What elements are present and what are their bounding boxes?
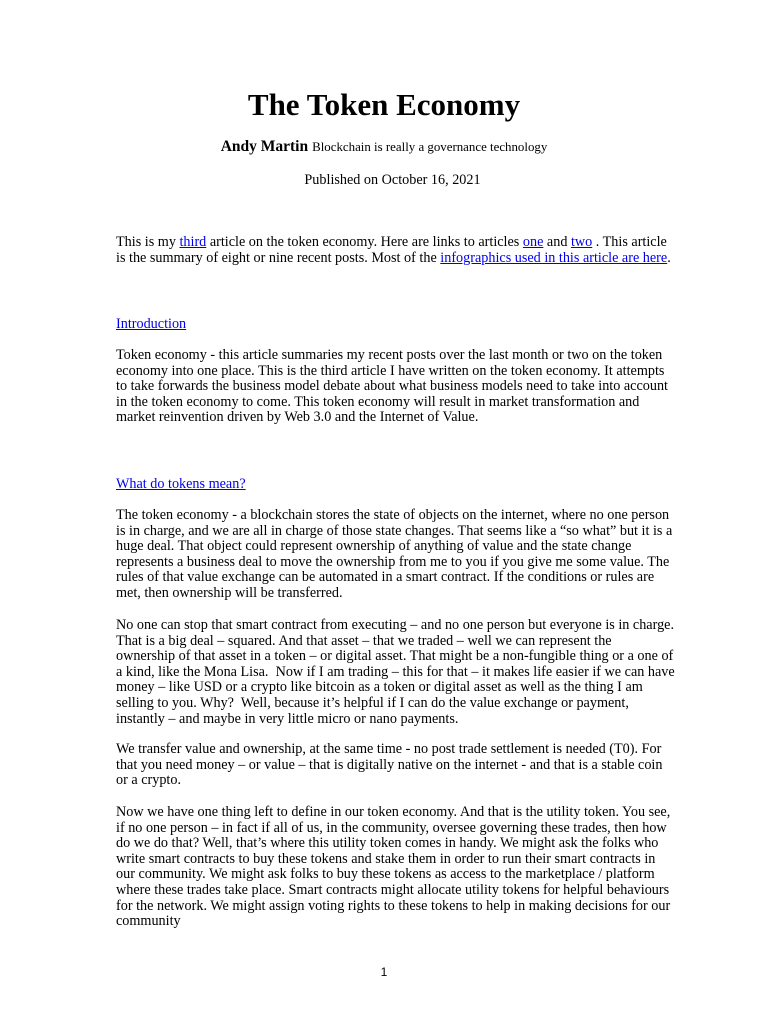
text-line xyxy=(116,883,670,899)
text-line xyxy=(116,555,672,571)
section-heading-link[interactable]: Introduction xyxy=(116,316,187,332)
text-line xyxy=(116,317,186,333)
text-line xyxy=(116,805,670,821)
text-run: rules of that value exchange can be automated in a smart contract. If the conditions or rules are xyxy=(116,569,655,586)
text-run: for the network. We might assign voting rights to these tokens to help in making decisions for our xyxy=(116,897,671,914)
section-heading xyxy=(116,317,186,333)
text-line xyxy=(116,477,246,493)
text-run: . This article xyxy=(592,234,667,250)
text-run: market reinvention driven by Web 3.0 and the Internet of Value. xyxy=(116,409,479,426)
text-run: selling to you. Why? Well, because it’s helpful if I can do the value exchange or payment, xyxy=(116,694,629,711)
text-run: Now we have one thing left to define in our token economy. And that is the utility token. You see, xyxy=(116,804,671,820)
text-line xyxy=(116,914,670,930)
paragraph xyxy=(116,742,662,789)
text-line xyxy=(116,570,672,586)
text-run: instantly – and maybe in very little micro or nano payments. xyxy=(116,710,459,727)
text-line xyxy=(116,348,668,364)
text-run: community xyxy=(116,913,181,930)
text-line xyxy=(116,634,675,650)
text-run: met, then ownership will be transferred. xyxy=(116,584,343,601)
inline-link[interactable]: infographics used in this article are here xyxy=(440,249,668,266)
paragraph xyxy=(116,508,672,602)
text-run: Token economy - this article summaries my recent posts over the last month or two on the token xyxy=(116,347,663,363)
inline-link[interactable]: two xyxy=(570,234,593,250)
paragraph xyxy=(116,805,670,930)
text-line xyxy=(116,852,670,868)
text-run: is the summary of eight or nine recent posts. Most of the xyxy=(116,249,441,266)
text-line xyxy=(116,899,670,915)
text-line xyxy=(116,618,675,634)
text-line xyxy=(116,665,675,681)
text-line xyxy=(116,742,662,758)
inline-link[interactable]: one xyxy=(522,234,544,250)
text-line xyxy=(116,539,672,555)
text-run: and xyxy=(543,234,571,250)
text-run: The token economy - a blockchain stores the state of objects on the internet, where no one person xyxy=(116,507,670,523)
text-line xyxy=(116,379,668,395)
published-date: Published on October 16, 2021 xyxy=(304,172,481,188)
paragraph xyxy=(116,235,671,266)
article-title: The Token Economy xyxy=(247,87,521,122)
text-run: in the token economy to come. This token economy will result in market transformation and xyxy=(116,393,640,410)
text-run: This is my xyxy=(116,234,180,250)
text-run: or a crypto. xyxy=(116,772,182,789)
text-line xyxy=(116,773,662,789)
author-headline: Blockchain is really a governance technology xyxy=(312,140,548,154)
text-line xyxy=(116,758,662,774)
text-run: economy into one place. This is the third article I have written on the token economy. It attempts xyxy=(116,362,665,379)
text-run: write smart contracts to buy these tokens and stake them in order to run their smart contracts in xyxy=(116,850,656,867)
text-run: represents a business deal to move the ownership from me to you if you give me some value. The xyxy=(116,553,670,570)
text-run: that you need money – or value – that is digitally native on the internet - and that is a stable coin xyxy=(116,756,663,773)
paragraph xyxy=(116,348,668,426)
text-run: article on the token economy. Here are links to articles xyxy=(206,234,523,250)
text-line xyxy=(116,410,668,426)
text-line xyxy=(116,696,675,712)
text-line xyxy=(116,395,668,411)
text-run: money – like USD or a crypto like bitcoin as a token or digital asset as well as the thing I am xyxy=(116,679,643,696)
text-run: No one can stop that smart contract from executing – and no one person but everyone is in charge. xyxy=(116,617,675,633)
text-line xyxy=(116,251,671,267)
text-line xyxy=(116,364,668,380)
text-run: do we do that? Well, that’s where this utility token comes in handy. We might ask the folks who xyxy=(116,835,659,852)
author-name: Andy Martin xyxy=(220,138,309,155)
section-heading-link[interactable]: What do tokens mean? xyxy=(116,476,246,492)
text-run: a kind, like the Mona Lisa. Now if I am trading – this for that – it makes life easier if we can have xyxy=(116,663,675,680)
text-line xyxy=(116,836,670,852)
text-line xyxy=(116,508,672,524)
text-run: if no one person – in fact if all of us, in the community, oversee governing these trades, then how xyxy=(116,819,667,836)
text-run: That is a big deal – squared. And that asset – that we traded – well we can represent the xyxy=(116,632,612,649)
inline-link[interactable]: third xyxy=(179,234,207,250)
text-run: to take forwards the business model debate about what business models need to take into account xyxy=(116,378,668,395)
text-run: huge deal. That object could represent ownership of anything of value and the state change xyxy=(116,538,632,555)
text-run: ownership of that asset in a token – or digital asset. That might be a non-fungible thing or a one of xyxy=(116,648,674,665)
text-line xyxy=(116,586,672,602)
text-run: our community. We might ask folks to buy these tokens as access to the marketplace / platform xyxy=(116,866,655,883)
text-line xyxy=(116,712,675,728)
text-line xyxy=(116,524,672,540)
text-run: where these trades take place. Smart contracts might allocate utility tokens for helpful behaviours xyxy=(116,881,670,898)
text-run: We transfer value and ownership, at the same time - no post trade settlement is needed (T0). For xyxy=(116,741,662,757)
text-line xyxy=(116,821,670,837)
text-line xyxy=(116,680,675,696)
text-line xyxy=(116,235,671,251)
text-line xyxy=(116,649,675,665)
text-run: . xyxy=(667,249,671,266)
section-heading xyxy=(116,477,246,493)
page-number: 1 xyxy=(380,965,388,979)
text-line xyxy=(116,867,670,883)
paragraph xyxy=(116,618,675,727)
text-run: is in charge, and we are all in charge of those state changes. That seems like a “so what” but it is a xyxy=(116,522,673,539)
